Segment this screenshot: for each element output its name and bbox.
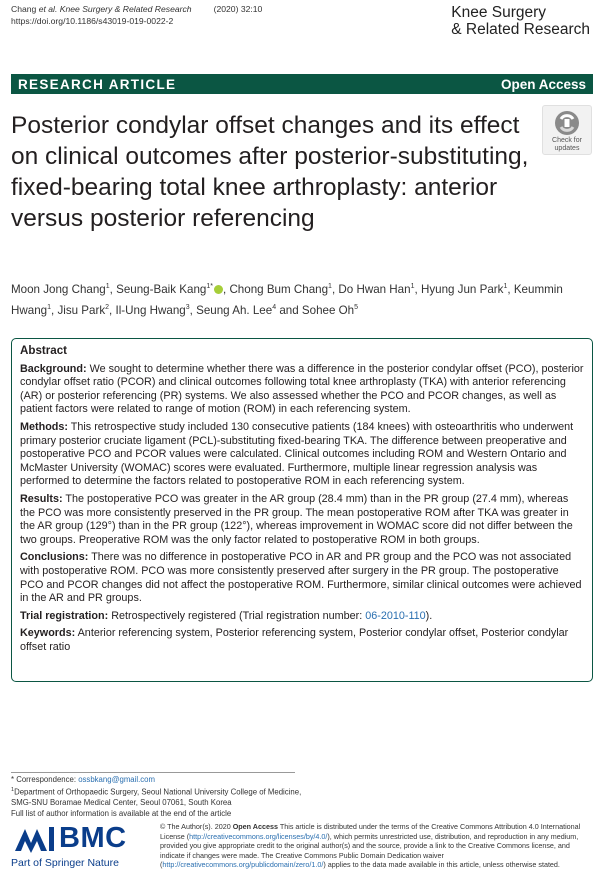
cc-by-license-link[interactable]: http://creativecommons.org/licenses/by/4.0/ [189, 831, 328, 841]
trial-number-link[interactable]: 06-2010-110 [365, 609, 426, 622]
check-for-updates-line2: updates [554, 144, 580, 152]
citation-journal: Knee Surgery & Related Research [57, 4, 192, 14]
abstract-background [20, 363, 584, 417]
author-affiliation: 2 [105, 303, 110, 311]
license-open-access: Open Access [232, 822, 278, 831]
trial-registration-close: ). [425, 609, 433, 622]
conclusions-text: There was no difference in postoperative PCO in AR and PR group and the PCO was not associated with postoperative ROM. PCO was more consistently preserved after surgery in the PR group. The postoperative PCO and PCOR changes did not affect the postoperative ROM. Furthermore, similar clinical outcomes were achieved in the AR and PR groups. [20, 551, 582, 605]
author[interactable]: Seung-Baik Kang [116, 282, 207, 296]
abstract-box [11, 338, 593, 682]
license-text-a: This article is distributed under the terms of the Creative Commons Attribution 4.0 International License ( [160, 822, 581, 841]
author[interactable]: Do Hwan Han [338, 282, 411, 296]
author-list: Moon Jong Chang$^1$, Seung-Baik Kang$^{1*}$ , Chong Bum Chang$^1$, Do Hwan Han$^1$, Hyung Jun Park$^1$, Keummin Hwang$^1$, Jisu Park$^2$, Il-Ung Hwang$^3$, Seung Ah. Lee$^4$ and Sohee Oh$^5$ [11, 282, 563, 317]
results-text: The postoperative PCO was greater in the AR group (28.4 mm) than in the PR group (27.4 mm), whereas the PCO was more consistently preserved in the PR group. The mean postoperative ROM after TKA was greater in the AR group (129°) than in the PR group (122°), whereas improvement in WOMAC score did not differ between the two groups. Preoperative ROM was the only factor related to postoperative ROM in both groups. [20, 492, 573, 546]
author-affiliation: 4 [272, 303, 277, 311]
affiliation-text: Department of Orthopaedic Surgery, Seoul National University College of Medicine, SMG-SNU Boramae Medical Center, Seoul 07061, South Korea [11, 788, 302, 808]
footnote-divider [11, 772, 295, 773]
author-affiliation: 5 [354, 303, 359, 311]
results-label: Results: [20, 492, 63, 505]
bmc-logo [11, 822, 161, 870]
journal-name [451, 4, 590, 38]
citation-authors: Chang [11, 4, 39, 14]
conclusions-label: Conclusions: [20, 551, 89, 564]
affiliation-line [11, 785, 311, 808]
citation-etal: et al. [38, 4, 58, 14]
author[interactable]: Seung Ah. Lee [196, 303, 273, 317]
journal-name-line1: Knee Surgery [451, 4, 547, 21]
correspondence-line [11, 775, 311, 785]
correspondence-label: * Correspondence: [11, 775, 79, 784]
author[interactable]: Hyung Jun Park [420, 282, 504, 296]
trial-registration-label: Trial registration: [20, 609, 109, 622]
license-copyright: © The Author(s). 2020 [160, 822, 233, 831]
article-type-banner [11, 74, 593, 94]
author-affiliation: 1* [206, 283, 213, 290]
author[interactable]: Chong Bum Chang [229, 282, 329, 296]
check-for-updates-button[interactable] [542, 105, 592, 155]
journal-name-line2: & Related Research [451, 21, 590, 38]
background-text: We sought to determine whether there was a difference in the posterior condylar offset (PCO), posterior condylar offset ratio (PCOR) and clinical outcomes following total knee arthroplasty (TKA) with anterior referencing (AR) or posterior referencing (PR) systems. We also assessed whether the PCO and PCOR changes, as well as patient factors were related to range of motion (ROM) in each referencing system. [20, 362, 584, 416]
abstract-methods [20, 421, 584, 489]
abstract-keywords [20, 627, 584, 654]
methods-label: Methods: [20, 420, 68, 433]
keywords-text: Anterior referencing system, Posterior referencing system, Posterior condylar offset, Posterior condylar offset ratio [20, 627, 569, 653]
author-affiliation: 1 [105, 283, 110, 290]
methods-text: This retrospective study included 130 consecutive patients (184 knees) with osteoarthritis who underwent primary posterior cruciate ligament (PCL)-substituting fixed-bearing TKA. The difference between preoperative and postoperative PCO and PCOR values were calculated. Clinical outcomes including ROM and Western Ontario and McMaster University (WOMAC) scores were evaluated. Furthermore, multiple linear regression analysis was performed to determine the factors related to postoperative ROM in each referencing system. [20, 420, 574, 488]
background-label: Background: [20, 362, 87, 375]
author[interactable]: Moon Jong Chang [11, 282, 106, 296]
check-for-updates-line1: Check for [552, 137, 582, 144]
full-author-info-note: Full list of author information is available at the end of the article [11, 808, 232, 818]
orcid-icon[interactable] [214, 285, 223, 294]
license-text-c: ) applies to the data made available in this article, unless otherwise stated. [323, 860, 560, 870]
author[interactable]: Sohee Oh [301, 303, 355, 317]
abstract-heading: Abstract [20, 344, 68, 357]
license-text-b: ), which permits unrestricted use, distribution, and reproduction in any medium, provided you give appropriate credit to the original author(s) and the source, provide a link to the Creative Commons license, and indicate if changes were made. The Creative Commons Public Domain Dedication waiver ( [160, 831, 579, 870]
correspondence-email-link[interactable]: ossbkang@gmail.com [78, 775, 156, 784]
abstract-trial-registration [20, 610, 584, 624]
bmc-logo-text: BMC [59, 822, 127, 854]
author[interactable]: Jisu Park [57, 303, 106, 317]
author-affiliation: 1 [410, 283, 415, 290]
cc-zero-license-link[interactable]: http://creativecommons.org/publicdomain/zero/1.0/ [162, 860, 324, 870]
article-title: Posterior condylar offset changes and its effect on clinical outcomes after posterior-substituting, fixed-bearing total knee arthroplasty: anterior versus posterior referencing [11, 112, 529, 232]
open-access-label: Open Access [500, 76, 586, 92]
citation-line [11, 3, 262, 15]
affiliation-number: 1 [11, 787, 15, 794]
check-for-updates-label [552, 137, 582, 152]
check-for-updates-icon [554, 110, 580, 136]
bmc-logo-subtitle: Part of Springer Nature [11, 857, 119, 869]
author-affiliation: 3 [185, 303, 190, 311]
abstract-conclusions [20, 551, 584, 605]
abstract-results [20, 493, 584, 547]
trial-registration-text: Retrospectively registered (Trial registration number: [111, 609, 366, 622]
author-affiliation: 1 [47, 303, 51, 311]
correspondence-footnote [11, 772, 311, 819]
bmc-logo-mark-icon [11, 823, 55, 855]
doi-link[interactable]: https://doi.org/10.1186/s43019-019-0022-2 [11, 16, 174, 26]
author[interactable]: Il-Ung Hwang [115, 303, 186, 317]
author-affiliation: 1 [503, 283, 508, 290]
citation-year: (2020) 32:10 [213, 4, 263, 14]
keywords-label: Keywords: [20, 627, 76, 640]
citation-header [11, 3, 262, 27]
article-type: RESEARCH ARTICLE [18, 76, 177, 92]
license-statement [160, 822, 590, 870]
author-affiliation: 1 [328, 283, 332, 290]
author[interactable]: Keummin Hwang [11, 282, 563, 317]
author-conjunction: and [279, 303, 299, 317]
